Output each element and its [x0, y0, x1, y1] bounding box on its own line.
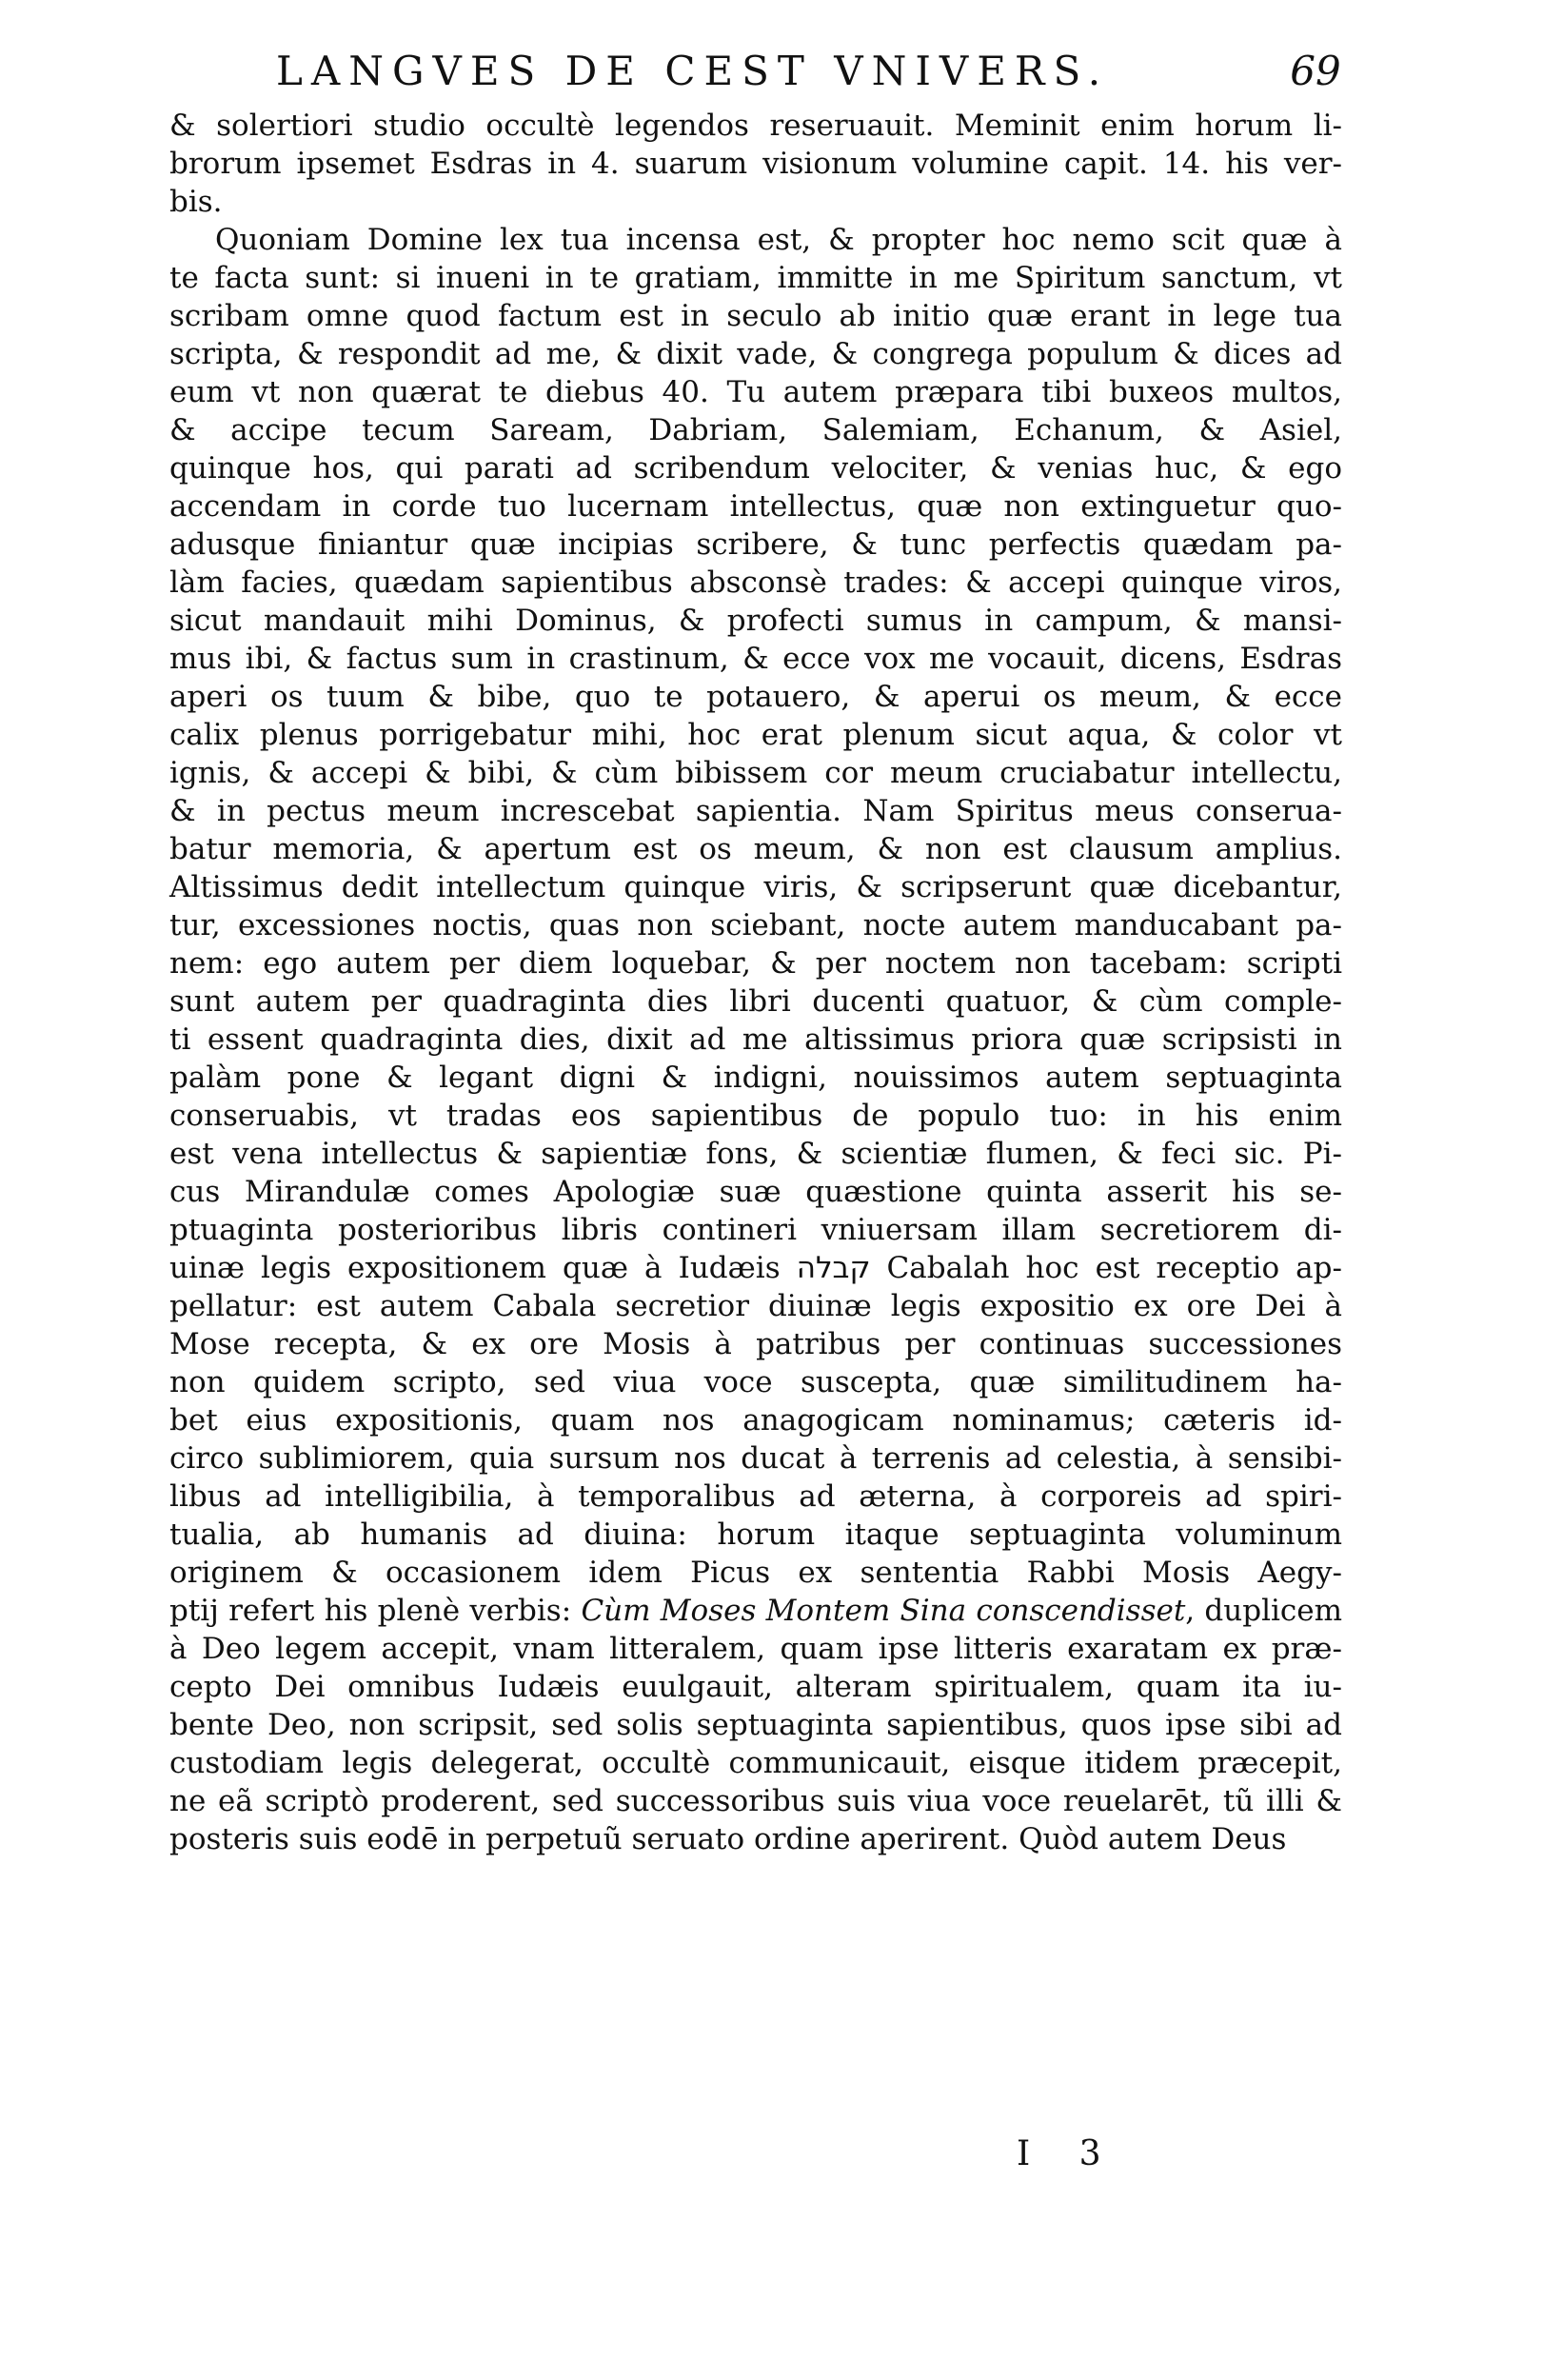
text-line: sunt autem per quadraginta dies libri ducenti quatuor, & cùm comple- [169, 984, 1342, 1019]
page-number: 69 [1290, 48, 1341, 94]
text-run: uinæ legis expositionem quæ à Iudæis [169, 1251, 797, 1285]
text-line: quinque hos, qui parati ad scribendum velociter, & venias huc, & ego [169, 451, 1342, 486]
text-line: conseruabis, vt tradas eos sapientibus de populo tuo: in his enim [169, 1099, 1342, 1133]
text-line: cus Mirandulæ comes Apologiæ suæ quæstione quinta asserit his se- [169, 1175, 1342, 1209]
text-line [169, 1249, 1342, 1287]
text-line: ne eã scriptò proderent, sed successoribus suis viua voce reuelarēt, tũ illi & [169, 1784, 1342, 1818]
text-line: scripta, & respondit ad me, & dixit vade, & congrega populum & dices ad [169, 337, 1342, 371]
text-run: ptij refert his plenè verbis: [169, 1594, 582, 1628]
text-line: scribam omne quod factum est in seculo ab initio quæ erant in lege tua [169, 299, 1342, 333]
text-line: Quoniam Domine lex tua incensa est, & propter hoc nemo scit quæ à [215, 223, 1342, 257]
text-run: , duplicem [1185, 1594, 1343, 1628]
text-line: pellatur: est autem Cabala secretior diuinæ legis expositio ex ore Dei à [169, 1289, 1342, 1323]
text-line: eum vt non quærat te diebus 40. Tu autem præpara tibi buxeos multos, [169, 375, 1342, 409]
text-line: & solertiori studio occultè legendos reseruauit. Meminit enim horum li- [169, 109, 1342, 143]
text-line: accendam in corde tuo lucernam intellectus, quæ non extinguetur quo- [169, 489, 1342, 524]
text-line: originem & occasionem idem Picus ex sententia Rabbi Mosis Aegy- [169, 1556, 1342, 1590]
hebrew-word: קבלה [796, 1251, 871, 1285]
text-line: custodiam legis delegerat, occultè communicauit, eisque itidem præcepit, [169, 1746, 1342, 1780]
text-line: ti essent quadraginta dies, dixit ad me altissimus priora quæ scripsisti in [169, 1022, 1342, 1057]
text-line: ptuaginta posterioribus libris contineri vniuersam illam secretiorem di- [169, 1213, 1342, 1247]
text-line: batur memoria, & apertum est os meum, & non est clausum amplius. [169, 832, 1342, 866]
text-line: tualia, ab humanis ad diuina: horum itaque septuaginta voluminum [169, 1517, 1342, 1552]
text-line: à Deo legem accepit, vnam litteralem, quam ipse litteris exaratam ex præ- [169, 1632, 1342, 1666]
text-line: sicut mandauit mihi Dominus, & profecti sumus in campum, & mansi- [169, 604, 1342, 638]
body-text [169, 107, 1342, 1858]
text-line: bis. [169, 185, 223, 219]
text-line [169, 1592, 1342, 1630]
text-line: te facta sunt: si inueni in te gratiam, immitte in me Spiritum sanctum, vt [169, 261, 1342, 295]
text-line: non quidem scripto, sed viua voce suscepta, quæ similitudinem ha- [169, 1365, 1342, 1399]
text-line: mus ibi, & factus sum in crastinum, & ecce vox me vocauit, dicens, Esdras [169, 642, 1342, 676]
text-line: posteris suis eodē in perpetuũ seruato ordine aperirent. Quòd autem Deus [169, 1822, 1287, 1856]
text-line: aperi os tuum & bibe, quo te potauero, & aperui os meum, & ecce [169, 680, 1342, 714]
text-line: bet eius expositionis, quam nos anagogicam nominamus; cæteris id- [169, 1403, 1342, 1438]
text-line: Mose recepta, & ex ore Mosis à patribus per continuas successiones [169, 1327, 1342, 1361]
text-line: nem: ego autem per diem loquebar, & per noctem non tacebam: scripti [169, 946, 1342, 981]
italic-quote: Cùm Moses Montem Sina conscendisset [581, 1594, 1186, 1628]
text-line: tur, excessiones noctis, quas non sciebant, nocte autem manducabant pa- [169, 908, 1342, 942]
text-line: brorum ipsemet Esdras in 4. suarum visionum volumine capit. 14. his ver- [169, 147, 1342, 181]
text-line: libus ad intelligibilia, à temporalibus ad æterna, à corporeis ad spiri- [169, 1479, 1342, 1514]
text-line: ignis, & accepi & bibi, & cùm bibissem cor meum cruciabatur intellectu, [169, 756, 1342, 790]
text-line: est vena intellectus & sapientiæ fons, & scientiæ flumen, & feci sic. Pi- [169, 1137, 1342, 1171]
text-line: & in pectus meum increscebat sapientia. Nam Spiritus meus conserua- [169, 794, 1342, 828]
text-line: bente Deo, non scripsit, sed solis septuaginta sapientibus, quos ipse sibi ad [169, 1708, 1342, 1742]
text-line: circo sublimiorem, quia sursum nos ducat à terrenis ad celestia, à sensibi- [169, 1441, 1342, 1476]
text-run: Cabalah hoc est receptio ap- [870, 1251, 1342, 1285]
running-head: LANGVES DE CEST VNIVERS. [276, 48, 1110, 94]
text-line: & accipe tecum Saream, Dabriam, Salemiam, Echanum, & Asiel, [169, 413, 1342, 447]
text-line: Altissimus dedit intellectum quinque viris, & scripserunt quæ dicebantur, [169, 870, 1342, 904]
text-line: cepto Dei omnibus Iudæis euulgauit, alteram spiritualem, quam ita iu- [169, 1670, 1342, 1704]
text-line: palàm pone & legant digni & indigni, nouissimos autem septuaginta [169, 1061, 1342, 1095]
text-line: làm facies, quædam sapientibus absconsè trades: & accepi quinque viros, [169, 565, 1342, 600]
text-line: adusque finiantur quæ incipias scribere, & tunc perfectis quædam pa- [169, 527, 1342, 562]
text-line: calix plenus porrigebatur mihi, hoc erat plenum sicut aqua, & color vt [169, 718, 1342, 752]
signature-mark: I 3 [1017, 2134, 1120, 2173]
